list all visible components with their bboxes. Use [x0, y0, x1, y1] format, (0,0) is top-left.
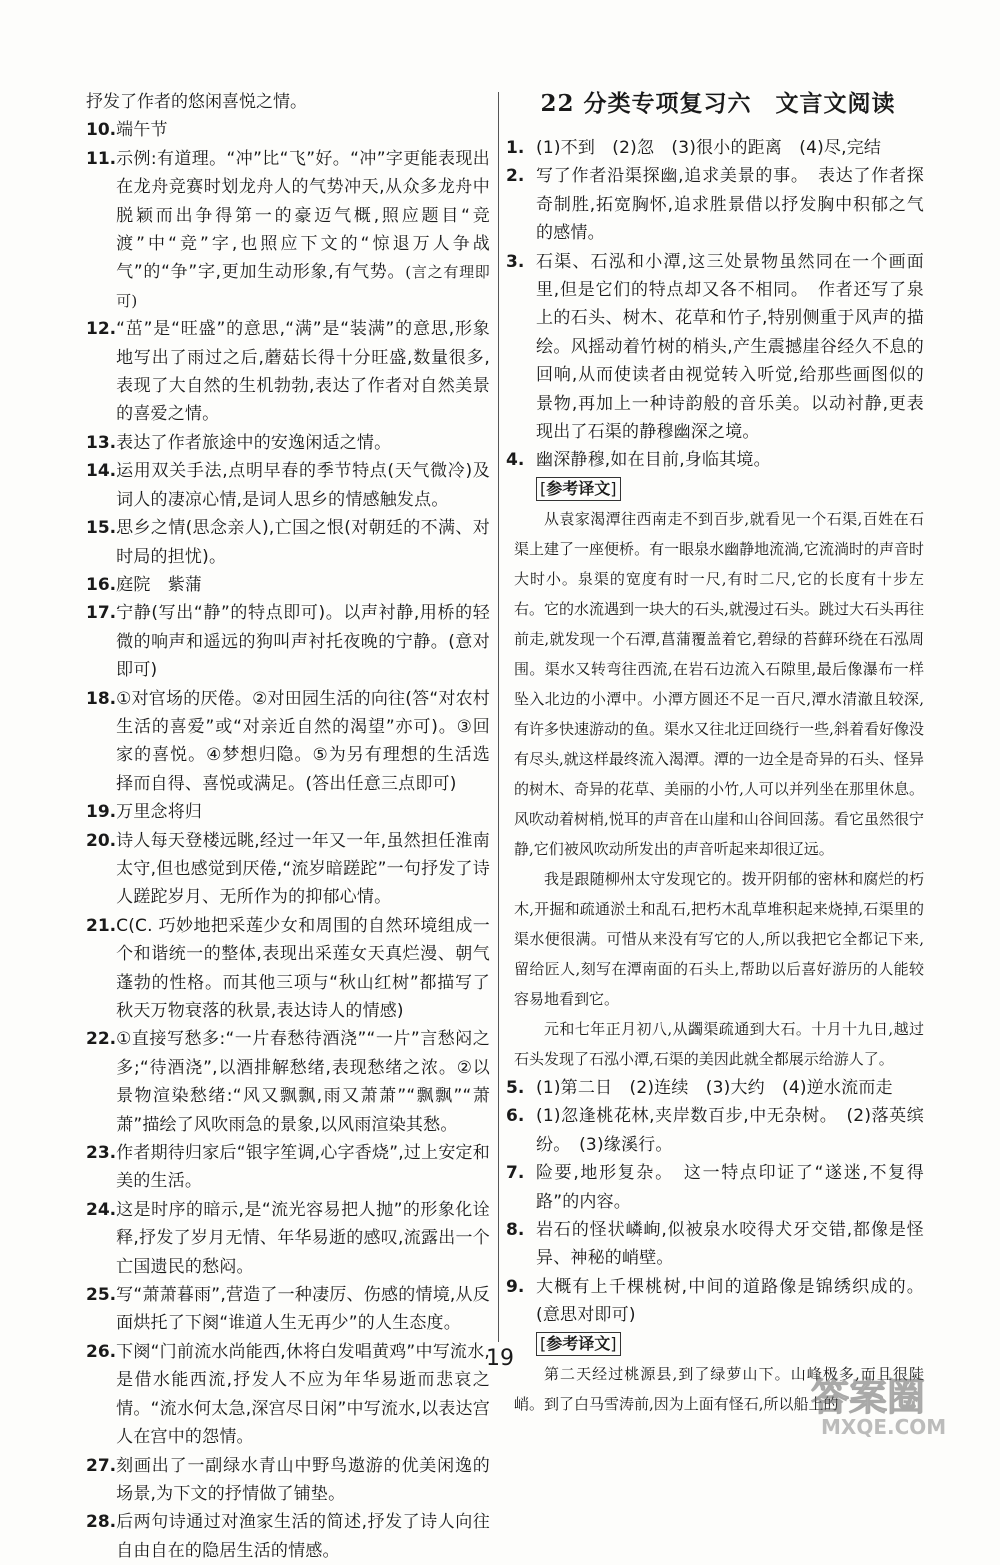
answer-body: 这是时序的暗示,是“流光容易把人抛”的形象化诠释,抒发了岁月无情、年华易逝的感叹,流露出一个亡国遗民的愁闷。 [116, 1199, 490, 1277]
answer-body: 岩石的怪状嶙峋,似被泉水咬得犬牙交错,都像是怪异、神秘的峭壁。 [536, 1219, 924, 1269]
answer-number: 28. [86, 1512, 117, 1533]
answer-text [536, 1074, 924, 1102]
translation-paragraph: 第二天经过桃源县,到了绿萝山下。山峰极多,而且很陡峭。到了白马雪涛前,因为上面有怪石,所以船上的 [514, 1364, 924, 1413]
answer-text [116, 1452, 490, 1509]
answer-text [116, 429, 490, 457]
answer-item [86, 1452, 490, 1509]
answer-number: 10. [86, 120, 117, 141]
answer-body: ①直接写愁多:“一片春愁待酒浇”“一片”言愁闷之多;“待酒浇”,以酒排解愁绪,表现愁绪之浓。②以景物渲染愁绪:“风又飘飘,雨又萧萧”“飘飘”“萧萧”描绘了风吹雨急的景象,以风雨渲染其愁。 [116, 1029, 490, 1135]
column-divider [498, 92, 499, 1342]
answer-body: 险要,地形复杂。 这一特点印证了“遂迷,不复得路”的内容。 [536, 1163, 924, 1212]
answer-text [116, 1196, 490, 1281]
answer-text [116, 1508, 490, 1565]
answer-text [536, 1102, 924, 1159]
answer-number: 22. [86, 1029, 117, 1050]
answer-number: 27. [86, 1455, 117, 1476]
answer-item [86, 827, 490, 912]
answer-item [506, 1074, 924, 1102]
answer-body: (1)不到 (2)忽 (3)很小的距离 (4)尽,完结 [536, 138, 882, 158]
answer-list-part1 [506, 134, 924, 475]
answer-item [506, 248, 924, 447]
answer-item [86, 798, 490, 826]
answer-number: 9. [506, 1276, 525, 1297]
answer-number: 18. [86, 688, 117, 709]
answer-item [86, 429, 490, 457]
answer-item [506, 1159, 924, 1216]
left-column [86, 88, 490, 1565]
answer-text [116, 912, 490, 1026]
answer-item [86, 1281, 490, 1338]
answer-text [116, 315, 490, 429]
answer-body: 端午节 [116, 120, 168, 141]
answer-text [116, 116, 490, 144]
answer-text [116, 827, 490, 912]
answer-body: ①对官场的厌倦。②对田园生活的向往(答“对农村生活的喜爱”或“对亲近自然的渴望”亦可)。③回家的喜悦。④梦想归隐。⑤为另有理想的生活选择而自得、喜悦或满足。(答出任意三点即可) [116, 688, 490, 794]
answer-number: 13. [86, 432, 117, 453]
answer-text [116, 1139, 490, 1196]
answer-item [86, 1196, 490, 1281]
answer-text [116, 685, 490, 799]
answer-number: 26. [86, 1341, 117, 1362]
answer-item [86, 315, 490, 429]
answer-number: 5. [506, 1077, 525, 1098]
answer-item [506, 1216, 924, 1273]
answer-item [86, 1139, 490, 1196]
answer-text [116, 1281, 490, 1338]
answer-text [536, 162, 924, 247]
answer-item [86, 599, 490, 684]
answer-body: 运用双关手法,点明早春的季节特点(天气微冷)及词人的凄凉心情,是词人思乡的情感触发点。 [116, 461, 490, 510]
right-column [506, 88, 924, 1419]
answer-list-part2 [506, 1074, 924, 1330]
answer-note: (言之有理即可) [116, 263, 490, 310]
answer-number: 20. [86, 830, 117, 851]
answer-text [116, 571, 490, 599]
answer-item [86, 685, 490, 799]
answer-item [506, 446, 924, 474]
reference-translation-label: [参考译文] [536, 477, 621, 501]
answer-body: 思乡之情(思念亲人),亡国之恨(对朝廷的不满、对时局的担忧)。 [116, 518, 490, 567]
answer-number: 3. [506, 251, 525, 272]
section-title: 22 分类专项复习六 文言文阅读 [540, 90, 896, 117]
answer-body: 写了作者沿渠探幽,追求美景的事。 表达了作者探奇制胜,拓宽胸怀,追求胜景借以抒发胸中积郁之气的感情。 [536, 166, 924, 244]
answer-body: 下阕“门前流水尚能西,休将白发唱黄鸡”中写流水,是借水能西流,抒发人不应为年华易逝而悲哀之情。“流水何太急,深宫尽日闲”中写流水,以表达宫人在宫中的怨情。 [116, 1341, 490, 1448]
answer-number: 17. [86, 603, 117, 624]
answer-number: 23. [86, 1143, 117, 1164]
answer-item [86, 571, 490, 599]
answer-text [536, 1159, 924, 1216]
answer-number: 4. [506, 450, 525, 471]
reference-label-text: 参考译文 [546, 1333, 611, 1353]
answer-body: (1)忽逢桃花林,夹岸数百步,中无杂树。 (2)落英缤纷。 (3)缘溪行。 [536, 1106, 924, 1155]
answer-text [116, 599, 490, 684]
answer-body: C(C. 巧妙地把采莲少女和周围的自然环境组成一个和谐统一的整体,表现出采莲女天真烂漫、朝气蓬勃的性格。而其他三项与“秋山红树”都描写了秋天万物衰落的秋景,表达诗人的情感) [116, 915, 490, 1021]
answer-body: 万里念将归 [116, 802, 203, 823]
answer-body: 刻画出了一副绿水青山中野鸟遨游的优美闲逸的场景,为下文的抒情做了铺垫。 [116, 1455, 490, 1504]
answer-number: 25. [86, 1285, 117, 1306]
answer-item [506, 1102, 924, 1159]
reference-label-text: 参考译文 [546, 478, 611, 498]
answer-text [116, 145, 490, 315]
answer-body: 幽深静穆,如在目前,身临其境。 [536, 450, 771, 471]
answer-item [86, 1025, 490, 1139]
answer-body: 庭院 紫蒲 [116, 574, 203, 595]
answer-item [86, 912, 490, 1026]
answer-text [536, 1273, 924, 1330]
translation-paragraph: 我是跟随柳州太守发现它的。拨开阴郁的密林和腐烂的朽木,开掘和疏通淤土和乱石,把朽木乱草堆积起来烧掉,石渠里的渠水便很满。可惜从来没有写它的人,所以我把它全都记下来,留给匠人,刻写在潭南面的石头上,帮助以后喜好游历的人能较容易地看到它。 [514, 869, 924, 1008]
answer-item [506, 1273, 924, 1330]
answer-number: 16. [86, 574, 117, 595]
page-number: 19 [486, 1346, 514, 1371]
answer-number: 21. [86, 915, 117, 936]
watermark-domain: MXQE.COM [821, 1415, 947, 1439]
translation-block-1 [506, 504, 924, 1074]
answer-text [116, 798, 490, 826]
answer-number: 12. [86, 319, 117, 340]
translation-paragraph: 元和七年正月初八,从蠲渠疏通到大石。十月十九日,越过石头发现了石泓小潭,石渠的美因此就全都展示给游人了。 [514, 1019, 924, 1068]
answer-body: “茁”是“旺盛”的意思,“满”是“装满”的意思,形象地写出了雨过之后,蘑菇长得十分旺盛,数量很多,表现了大自然的生机勃勃,表达了作者对自然美景的喜爱之情。 [116, 319, 490, 425]
answer-text [536, 134, 924, 162]
answer-body: 诗人每天登楼远眺,经过一年又一年,虽然担任淮南太守,但也感觉到厌倦,“流岁暗蹉跎”一句抒发了诗人蹉跎岁月、无所作为的抑郁心情。 [116, 830, 490, 908]
answer-number: 24. [86, 1199, 117, 1220]
answer-body: 示例:有道理。“冲”比“飞”好。“冲”字更能表现出在龙舟竞赛时划龙舟人的气势冲天,从众多龙舟中脱颖而出争得第一的豪迈气概,照应题目“竞渡”中“竞”字,也照应下文的“惊退万人争战气”的“争”字,更加生动形象,有气势。 [116, 148, 490, 283]
answer-number: 19. [86, 802, 117, 823]
answer-body: (1)第二日 (2)连续 (3)大约 (4)逆水流而走 [536, 1077, 893, 1098]
watermark-logo-icon [807, 1370, 982, 1440]
answer-item [86, 1508, 490, 1565]
answer-body: 表达了作者旅途中的安逸闲适之情。 [116, 432, 392, 453]
answer-item [86, 514, 490, 571]
answer-number: 2. [506, 166, 525, 187]
translation-paragraph: 从袁家渴潭往西南走不到百步,就看见一个石渠,百姓在石渠上建了一座便桥。有一眼泉水幽静地流淌,它流淌时的声音时大时小。泉渠的宽度有时一尺,有时二尺,它的长度有十步左右。它的水流遇到一块大的石头,就漫过石头。跳过大石头再往前走,就发现一个石潭,菖蒲覆盖着它,碧绿的苔藓环绕在石泓周围。渠水又转弯往西流,在岩石边流入石隙里,最后像瀑布一样坠入北边的小潭中。小潭方圆还不足一百尺,潭水清澈且较深,有许多快速游动的鱼。渠水又往北迂回绕行一些,斜着看好像没有尽头,就这样最终流入渴潭。潭的一边全是奇异的石头、怪异的树木、奇异的花草、美丽的小竹,人可以并列坐在那里休息。风吹动着树梢,悦耳的声音在山崖和山谷间回荡。看它虽然很宁静,它们被风吹动所发出的声音听起来却很辽远。 [514, 509, 924, 858]
answer-number: 1. [506, 138, 525, 158]
answer-text [536, 446, 924, 474]
answer-item [506, 162, 924, 247]
answer-number: 6. [506, 1106, 525, 1127]
answer-number: 11. [86, 148, 117, 169]
answer-text [116, 514, 490, 571]
answer-item [86, 457, 490, 514]
answer-number: 7. [506, 1163, 525, 1184]
answer-text [536, 248, 924, 447]
answer-text [116, 1025, 490, 1139]
answer-number: 14. [86, 461, 117, 482]
answer-text [536, 1216, 924, 1273]
answer-body: 后两句诗通过对渔家生活的简述,抒发了诗人向往自由自在的隐居生活的情感。 [116, 1512, 490, 1561]
answer-text [116, 457, 490, 514]
answer-body: 石渠、石泓和小潭,这三处景物虽然同在一个画面里,但是它们的特点却又各不相同。 作者还写了泉上的石头、树木、花草和竹子,特别侧重于风声的描绘。风摇动着竹树的梢头,产生震撼崖谷经久不息的回响,从而使读者由视觉转入听觉,给那些画图似的景物,再加上一种诗韵般的音乐美。以动衬静,更表现出了石渠的静穆幽深之境。 [536, 251, 924, 443]
answer-body: 宁静(写出“静”的特点即可)。以声衬静,用桥的轻微的响声和遥远的狗叫声衬托夜晚的宁静。(意对即可) [116, 603, 490, 681]
answer-item [86, 145, 490, 315]
answer-body: 作者期待归家后“银字笙调,心字香烧”,过上安定和美的生活。 [116, 1143, 490, 1192]
answer-item [506, 134, 924, 162]
answer-body: 大概有上千棵桃树,中间的道路像是锦绣织成的。(意思对即可) [536, 1276, 924, 1326]
reference-translation-label-2: [参考译文] [536, 1332, 621, 1356]
lead-line: 抒发了作者的悠闲喜悦之情。 [86, 92, 307, 112]
answer-number: 15. [86, 518, 117, 539]
answer-number: 8. [506, 1219, 525, 1240]
answer-body: 写“萧萧暮雨”,营造了一种凄厉、伤感的情境,从反面烘托了下阕“谁道人生无再少”的人生态度。 [116, 1285, 490, 1334]
watermark-title: 答案圈 [811, 1375, 926, 1419]
answer-item [86, 116, 490, 144]
